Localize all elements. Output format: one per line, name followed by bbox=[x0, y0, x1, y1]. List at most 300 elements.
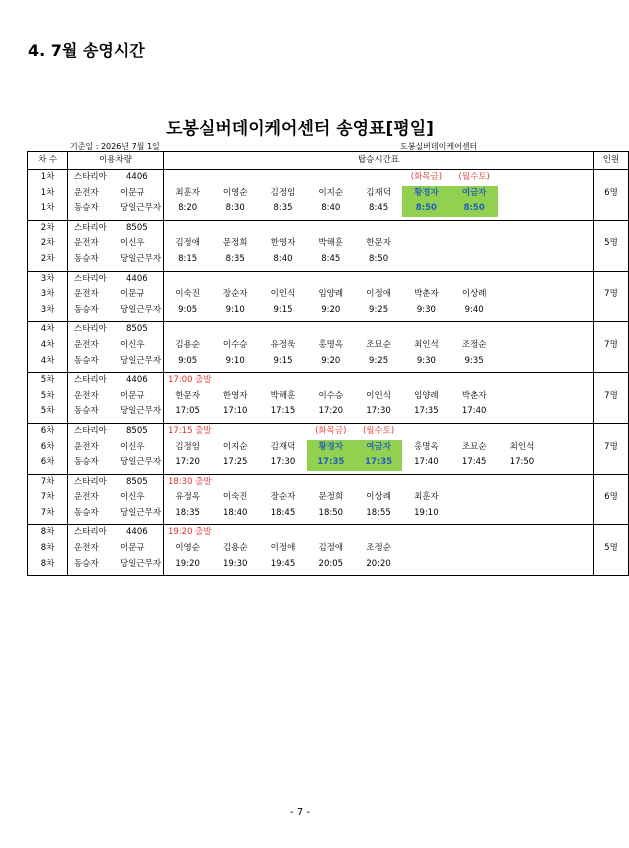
day-note bbox=[450, 271, 498, 287]
rider-label: 동승자 bbox=[74, 406, 99, 417]
trip-number: 6차 bbox=[28, 455, 68, 471]
driver-name: 이문규 bbox=[120, 187, 145, 198]
capacity-cell: 6명 bbox=[593, 490, 628, 506]
passenger-name: 한문자 bbox=[366, 238, 391, 249]
passenger-name: 박춘자 bbox=[461, 390, 487, 401]
section-title: 4. 7월 송영시간 bbox=[28, 41, 145, 60]
passenger-name: 이상례 bbox=[461, 289, 487, 300]
passenger-name bbox=[450, 490, 498, 506]
pickup-time bbox=[546, 455, 594, 471]
departure-time: 19:20 출발 bbox=[164, 525, 260, 541]
passenger-name: 조정순 bbox=[366, 543, 391, 554]
day-note bbox=[402, 322, 450, 338]
passenger-name bbox=[546, 490, 594, 506]
rider-name: 당일근무자 bbox=[120, 253, 162, 264]
pickup-time bbox=[498, 557, 546, 573]
pickup-time bbox=[546, 354, 594, 370]
passenger-name bbox=[498, 389, 546, 405]
pickup-time bbox=[498, 404, 546, 420]
day-note bbox=[164, 170, 212, 186]
capacity-cell bbox=[593, 303, 628, 319]
passenger-name: 이지순 bbox=[318, 187, 344, 198]
pickup-time: 17:25 bbox=[222, 457, 248, 468]
vehicle-model: 스타리아 bbox=[74, 375, 107, 386]
schedule-row bbox=[28, 525, 629, 541]
pickup-time: 17:20 bbox=[318, 406, 344, 417]
passenger-name: 문정희 bbox=[222, 238, 248, 249]
pickup-time bbox=[498, 303, 546, 319]
pickup-time: 9:10 bbox=[225, 355, 245, 366]
passenger-name: 김용순 bbox=[222, 543, 248, 554]
schedule-row bbox=[28, 220, 629, 236]
passenger-name bbox=[546, 440, 594, 456]
pickup-time bbox=[402, 557, 450, 573]
trip-number: 3차 bbox=[28, 271, 68, 287]
trip-number: 4차 bbox=[28, 322, 68, 338]
passenger-name: 임양례 bbox=[318, 289, 344, 300]
passenger-name: 이숙진 bbox=[175, 289, 200, 300]
pickup-time bbox=[402, 252, 450, 268]
pickup-time bbox=[546, 252, 594, 268]
trip-number: 1차 bbox=[28, 201, 68, 217]
pickup-time: 9:05 bbox=[178, 355, 198, 366]
schedule-row bbox=[28, 455, 629, 471]
trip-number: 2차 bbox=[28, 252, 68, 268]
passenger-name: 황경자 bbox=[402, 186, 450, 202]
passenger-name: 김정임 bbox=[270, 187, 296, 198]
pickup-time: 18:40 bbox=[222, 507, 248, 518]
pickup-time: 8:50 bbox=[450, 201, 498, 217]
day-note bbox=[546, 220, 594, 236]
trip-number: 7차 bbox=[28, 490, 68, 506]
driver-name: 이신우 bbox=[120, 441, 145, 452]
center-name: 도봉실버데이케어센터 bbox=[400, 142, 478, 151]
rider-name: 당일근무자 bbox=[120, 355, 162, 366]
driver-label: 운전자 bbox=[74, 187, 99, 198]
day-note bbox=[498, 525, 546, 541]
pickup-time: 17:50 bbox=[509, 457, 535, 468]
passenger-name: 황경자 bbox=[307, 440, 355, 456]
passenger-name bbox=[498, 236, 546, 252]
day-note bbox=[259, 170, 307, 186]
capacity-cell bbox=[593, 474, 628, 490]
day-note bbox=[546, 525, 594, 541]
vehicle-cell bbox=[68, 557, 164, 573]
pickup-time: 17:10 bbox=[222, 406, 248, 417]
pickup-time: 9:40 bbox=[464, 304, 484, 315]
day-note bbox=[259, 474, 307, 490]
pickup-time: 9:30 bbox=[416, 355, 436, 366]
day-note bbox=[450, 220, 498, 236]
rider-label: 동승자 bbox=[74, 253, 99, 264]
day-note: (화목금) bbox=[307, 423, 355, 439]
passenger-name bbox=[546, 541, 594, 557]
vehicle-model: 스타리아 bbox=[74, 425, 107, 436]
trip-number: 4차 bbox=[28, 338, 68, 354]
passenger-name: 김정애 bbox=[175, 238, 200, 249]
day-note bbox=[546, 271, 594, 287]
passenger-name: 최훈자 bbox=[175, 187, 200, 198]
pickup-time bbox=[498, 201, 546, 217]
day-note bbox=[498, 170, 546, 186]
vehicle-cell bbox=[68, 506, 164, 522]
rider-name: 당일근무자 bbox=[120, 457, 162, 468]
passenger-name: 이상례 bbox=[366, 492, 391, 503]
driver-label: 운전자 bbox=[74, 289, 99, 300]
pickup-time bbox=[450, 557, 498, 573]
passenger-name bbox=[498, 541, 546, 557]
schedule-row bbox=[28, 490, 629, 506]
vehicle-number: 8505 bbox=[126, 324, 148, 335]
day-note bbox=[498, 271, 546, 287]
day-note bbox=[164, 271, 212, 287]
vehicle-cell bbox=[68, 474, 164, 490]
schedule-row bbox=[28, 303, 629, 319]
rider-label: 동승자 bbox=[74, 355, 99, 366]
capacity-cell bbox=[593, 201, 628, 217]
day-note bbox=[211, 271, 259, 287]
vehicle-number: 8505 bbox=[126, 222, 148, 233]
driver-label: 운전자 bbox=[74, 543, 99, 554]
pickup-time: 9:20 bbox=[321, 304, 341, 315]
pickup-time: 8:40 bbox=[273, 253, 293, 264]
vehicle-cell bbox=[68, 525, 164, 541]
day-note bbox=[402, 271, 450, 287]
vehicle-cell bbox=[68, 490, 164, 506]
day-note bbox=[164, 322, 212, 338]
pickup-time: 20:05 bbox=[318, 558, 344, 569]
vehicle-model: 스타리아 bbox=[74, 527, 107, 538]
departure-time: 18:30 출발 bbox=[164, 474, 260, 490]
pickup-time: 8:40 bbox=[321, 203, 341, 214]
driver-label: 운전자 bbox=[74, 492, 99, 503]
passenger-name: 이수승 bbox=[222, 339, 248, 350]
day-note bbox=[546, 373, 594, 389]
passenger-name: 조묘순 bbox=[461, 441, 487, 452]
pickup-time: 17:35 bbox=[355, 455, 403, 471]
passenger-name: 박해훈 bbox=[318, 238, 344, 249]
pickup-time: 8:45 bbox=[321, 253, 341, 264]
day-note bbox=[259, 220, 307, 236]
header-vehicle: 이용차량 bbox=[68, 152, 164, 170]
vehicle-model: 스타리아 bbox=[74, 324, 107, 335]
day-note bbox=[355, 373, 403, 389]
vehicle-cell bbox=[68, 354, 164, 370]
passenger-name: 이정애 bbox=[366, 289, 391, 300]
passenger-name: 장순자 bbox=[270, 492, 296, 503]
pickup-time: 9:35 bbox=[464, 355, 484, 366]
passenger-name bbox=[450, 236, 498, 252]
pickup-time: 8:45 bbox=[369, 203, 389, 214]
day-note bbox=[450, 322, 498, 338]
day-note bbox=[450, 474, 498, 490]
day-note bbox=[307, 525, 355, 541]
passenger-name: 여금자 bbox=[450, 186, 498, 202]
pickup-time: 9:15 bbox=[273, 355, 293, 366]
pickup-time: 17:05 bbox=[175, 406, 200, 417]
capacity-cell: 7명 bbox=[593, 287, 628, 303]
schedule-row bbox=[28, 423, 629, 439]
capacity-cell bbox=[593, 252, 628, 268]
passenger-name: 이인식 bbox=[366, 390, 391, 401]
day-note bbox=[307, 271, 355, 287]
vehicle-cell bbox=[68, 404, 164, 420]
schedule-row bbox=[28, 338, 629, 354]
passenger-name: 최인석 bbox=[509, 441, 535, 452]
day-note bbox=[259, 322, 307, 338]
vehicle-number: 4406 bbox=[126, 273, 148, 284]
schedule-row bbox=[28, 271, 629, 287]
passenger-name: 이지순 bbox=[222, 441, 248, 452]
rider-name: 당일근무자 bbox=[120, 304, 162, 315]
pickup-time: 9:20 bbox=[321, 355, 341, 366]
pickup-time bbox=[450, 252, 498, 268]
capacity-cell bbox=[593, 354, 628, 370]
vehicle-number: 4406 bbox=[126, 172, 148, 182]
rider-name: 당일근무자 bbox=[120, 558, 162, 569]
vehicle-cell bbox=[68, 373, 164, 389]
pickup-time bbox=[546, 557, 594, 573]
passenger-name: 장순자 bbox=[222, 289, 248, 300]
pickup-time: 19:30 bbox=[222, 558, 248, 569]
rider-label: 동승자 bbox=[74, 558, 99, 569]
capacity-cell: 5명 bbox=[593, 541, 628, 557]
passenger-name: 홍명옥 bbox=[318, 339, 344, 350]
rider-name: 당일근무자 bbox=[120, 406, 162, 417]
departure-time: 17:15 출발 bbox=[164, 423, 260, 439]
day-note: (월수토) bbox=[450, 170, 498, 186]
vehicle-cell bbox=[68, 271, 164, 287]
pickup-time: 17:35 bbox=[414, 406, 439, 417]
pickup-time: 17:40 bbox=[414, 457, 439, 468]
rider-label: 동승자 bbox=[74, 457, 99, 468]
passenger-name bbox=[402, 236, 450, 252]
schedule-row bbox=[28, 322, 629, 338]
passenger-name: 이영순 bbox=[222, 187, 248, 198]
vehicle-model: 스타리아 bbox=[74, 476, 107, 487]
day-note bbox=[450, 373, 498, 389]
pickup-time: 8:35 bbox=[273, 203, 293, 214]
page-number: - 7 - bbox=[290, 807, 310, 818]
passenger-name: 홍명옥 bbox=[414, 441, 439, 452]
schedule-table bbox=[27, 151, 629, 576]
vehicle-number: 4406 bbox=[126, 527, 148, 538]
group-spacer bbox=[28, 572, 629, 576]
capacity-cell bbox=[593, 404, 628, 420]
trip-number: 5차 bbox=[28, 373, 68, 389]
day-note bbox=[307, 220, 355, 236]
vehicle-cell bbox=[68, 455, 164, 471]
day-note bbox=[498, 474, 546, 490]
pickup-time: 17:30 bbox=[270, 457, 296, 468]
day-note bbox=[498, 423, 546, 439]
trip-number: 4차 bbox=[28, 354, 68, 370]
day-note bbox=[355, 322, 403, 338]
pickup-time: 8:50 bbox=[402, 201, 450, 217]
pickup-time bbox=[498, 354, 546, 370]
pickup-time bbox=[450, 506, 498, 522]
passenger-name: 김재덕 bbox=[366, 187, 391, 198]
capacity-cell: 5명 bbox=[593, 236, 628, 252]
passenger-name bbox=[546, 389, 594, 405]
day-note bbox=[546, 423, 594, 439]
day-note bbox=[355, 525, 403, 541]
driver-label: 운전자 bbox=[74, 339, 99, 350]
driver-label: 운전자 bbox=[74, 238, 99, 249]
day-note bbox=[546, 474, 594, 490]
passenger-name: 박춘자 bbox=[414, 289, 439, 300]
day-note bbox=[259, 271, 307, 287]
passenger-name: 김정애 bbox=[318, 543, 344, 554]
passenger-name bbox=[546, 338, 594, 354]
pickup-time: 8:30 bbox=[225, 203, 245, 214]
day-note bbox=[498, 322, 546, 338]
pickup-time: 17:35 bbox=[307, 455, 355, 471]
vehicle-cell bbox=[68, 201, 164, 217]
day-note bbox=[498, 220, 546, 236]
day-note bbox=[355, 474, 403, 490]
day-note bbox=[211, 220, 259, 236]
trip-number: 5차 bbox=[28, 389, 68, 405]
pickup-time: 17:15 bbox=[270, 406, 296, 417]
trip-number: 1차 bbox=[28, 186, 68, 202]
pickup-time: 8:35 bbox=[225, 253, 245, 264]
reference-date: 기준일 : 2026년 7월 1일 bbox=[70, 142, 160, 151]
pickup-time: 18:55 bbox=[366, 507, 391, 518]
day-note bbox=[211, 322, 259, 338]
passenger-name bbox=[450, 541, 498, 557]
passenger-name: 김재덕 bbox=[270, 441, 296, 452]
schedule-row bbox=[28, 440, 629, 456]
pickup-time: 18:50 bbox=[318, 507, 344, 518]
schedule-row bbox=[28, 373, 629, 389]
passenger-name: 한영자 bbox=[222, 390, 248, 401]
passenger-name bbox=[402, 541, 450, 557]
vehicle-cell bbox=[68, 322, 164, 338]
schedule-row bbox=[28, 236, 629, 252]
rider-label: 동승자 bbox=[74, 304, 99, 315]
schedule-row bbox=[28, 287, 629, 303]
day-note bbox=[402, 373, 450, 389]
document-title: 도봉실버데이케어센터 송영표[평일] bbox=[166, 119, 434, 139]
header-row bbox=[28, 152, 629, 170]
passenger-name: 유정옥 bbox=[175, 492, 200, 503]
driver-name: 이신우 bbox=[120, 238, 145, 249]
day-note bbox=[164, 220, 212, 236]
driver-name: 이문규 bbox=[120, 289, 145, 300]
passenger-name: 김용순 bbox=[175, 339, 200, 350]
pickup-time bbox=[498, 506, 546, 522]
vehicle-number: 4406 bbox=[126, 375, 148, 386]
pickup-time: 9:30 bbox=[416, 304, 436, 315]
capacity-cell bbox=[593, 220, 628, 236]
driver-label: 운전자 bbox=[74, 441, 99, 452]
day-note bbox=[402, 220, 450, 236]
capacity-cell bbox=[593, 455, 628, 471]
passenger-name bbox=[498, 186, 546, 202]
day-note bbox=[498, 373, 546, 389]
passenger-name: 이수승 bbox=[318, 390, 344, 401]
passenger-name: 김정임 bbox=[175, 441, 200, 452]
pickup-time bbox=[498, 252, 546, 268]
passenger-name: 최인석 bbox=[414, 339, 439, 350]
driver-name: 이신우 bbox=[120, 339, 145, 350]
pickup-time: 19:10 bbox=[414, 507, 439, 518]
trip-number: 8차 bbox=[28, 525, 68, 541]
pickup-time bbox=[546, 303, 594, 319]
day-note bbox=[307, 322, 355, 338]
schedule-row bbox=[28, 186, 629, 202]
trip-number: 2차 bbox=[28, 236, 68, 252]
pickup-time: 18:35 bbox=[175, 507, 200, 518]
rider-label: 동승자 bbox=[74, 203, 99, 214]
pickup-time: 8:20 bbox=[178, 203, 198, 214]
vehicle-cell bbox=[68, 170, 164, 186]
pickup-time: 9:10 bbox=[225, 304, 245, 315]
passenger-name bbox=[546, 236, 594, 252]
passenger-name: 조묘순 bbox=[366, 339, 391, 350]
capacity-cell bbox=[593, 322, 628, 338]
capacity-cell bbox=[593, 557, 628, 573]
passenger-name: 여금자 bbox=[355, 440, 403, 456]
schedule-row bbox=[28, 389, 629, 405]
trip-number: 2차 bbox=[28, 220, 68, 236]
schedule-row bbox=[28, 201, 629, 217]
driver-name: 이신우 bbox=[120, 492, 145, 503]
trip-number: 1차 bbox=[28, 170, 68, 186]
day-note bbox=[355, 170, 403, 186]
vehicle-cell bbox=[68, 423, 164, 439]
header-capacity: 인원 bbox=[593, 152, 628, 170]
passenger-name: 이영순 bbox=[175, 543, 200, 554]
trip-number: 3차 bbox=[28, 303, 68, 319]
capacity-cell: 6명 bbox=[593, 186, 628, 202]
capacity-cell bbox=[593, 170, 628, 186]
trip-number: 7차 bbox=[28, 506, 68, 522]
day-note bbox=[307, 373, 355, 389]
schedule-row bbox=[28, 557, 629, 573]
day-note: (화목금) bbox=[402, 170, 450, 186]
passenger-name bbox=[546, 287, 594, 303]
day-note bbox=[307, 474, 355, 490]
capacity-cell bbox=[593, 525, 628, 541]
pickup-time: 9:25 bbox=[369, 304, 389, 315]
capacity-cell bbox=[593, 423, 628, 439]
capacity-cell: 7명 bbox=[593, 440, 628, 456]
schedule-row bbox=[28, 506, 629, 522]
schedule-row bbox=[28, 541, 629, 557]
day-note bbox=[546, 322, 594, 338]
day-note bbox=[402, 423, 450, 439]
vehicle-cell bbox=[68, 541, 164, 557]
header-no: 차 수 bbox=[28, 152, 68, 170]
schedule-row bbox=[28, 170, 629, 186]
day-note bbox=[211, 170, 259, 186]
vehicle-cell bbox=[68, 338, 164, 354]
vehicle-cell bbox=[68, 236, 164, 252]
pickup-time: 17:20 bbox=[175, 457, 200, 468]
day-note bbox=[355, 220, 403, 236]
pickup-time: 8:50 bbox=[369, 253, 389, 264]
pickup-time bbox=[546, 201, 594, 217]
pickup-time: 20:20 bbox=[366, 558, 391, 569]
day-note bbox=[546, 170, 594, 186]
passenger-name: 박해훈 bbox=[270, 390, 296, 401]
trip-number: 6차 bbox=[28, 440, 68, 456]
passenger-name: 조정순 bbox=[461, 339, 487, 350]
vehicle-model: 스타리아 bbox=[74, 172, 107, 182]
passenger-name: 이인식 bbox=[270, 289, 296, 300]
